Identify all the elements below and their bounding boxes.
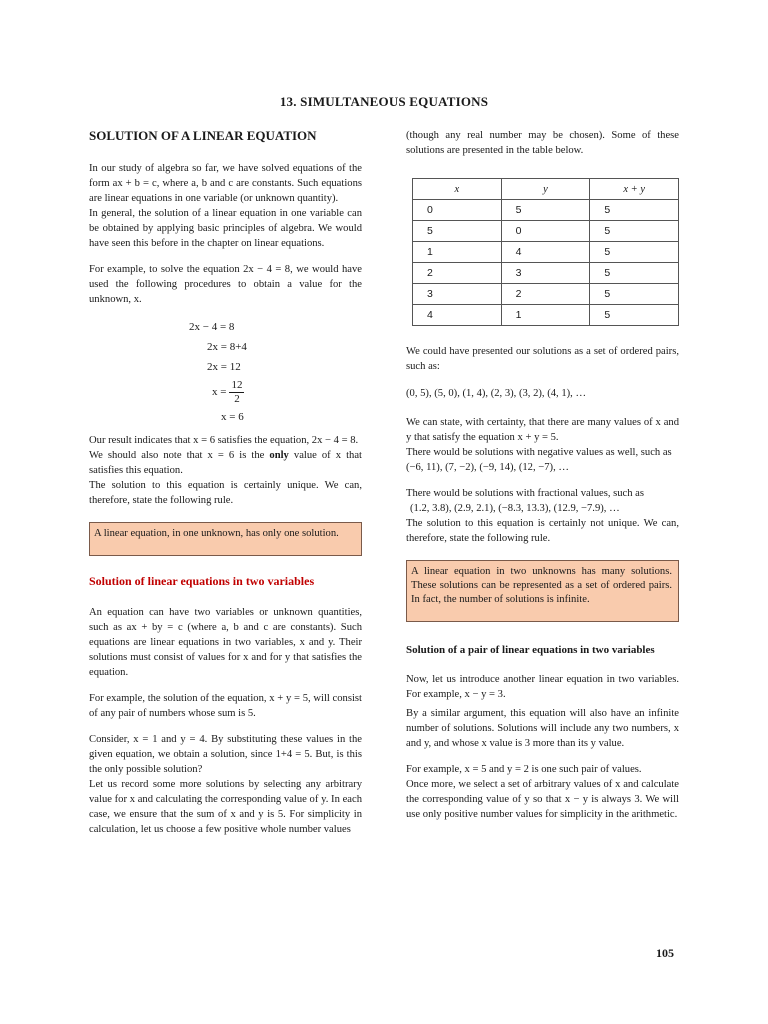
sub-heading: Solution of a pair of linear equations in two variables (406, 644, 655, 656)
fraction-numerator: 12 (231, 378, 243, 391)
equation-step: 2x = 8+4 (207, 341, 247, 353)
paragraph: (though any real number may be chosen). Some of these solutions are presented in the table below. (406, 130, 679, 156)
paragraph: An equation can have two variables or unknown quantities, such as ax + by = c (where a, b and c are constants). Such equations are linear equations in two variables, x and y. Their solutions must consist of values for x and for y that satisfies the equation. (89, 607, 362, 678)
ordered-pairs: (1.2, 3.8), (2.9, 2.1), (−8.3, 13.3), (12.9, −7.9), … (410, 503, 620, 514)
solutions-table (412, 178, 679, 326)
fraction (229, 379, 244, 406)
paragraph: In our study of algebra so far, we have solved equations of the form ax + b = c, where a, b and c are constants. Such equations are linear equations in one variable (or unknown quantity). (89, 163, 362, 204)
table-cell: 5 (590, 221, 679, 242)
fraction-denominator: 2 (234, 392, 240, 405)
paragraph: For example, the solution of the equation, x + y = 5, will consist of any pair of numbers whose sum is 5. (89, 693, 362, 719)
fraction-lhs: x = (212, 385, 227, 398)
table-header-cell: x + y (590, 179, 679, 200)
table-cell: 1 (501, 305, 590, 326)
rule-box: A linear equation in two unknowns has many solutions. These solutions can be represented as a set of ordered pairs. In fact, the number of solutions is infinite. (406, 560, 679, 622)
table-cell: 1 (413, 242, 502, 263)
table-cell: 2 (413, 263, 502, 284)
left-column (89, 128, 362, 837)
paragraph: By a similar argument, this equation will also have an infinite number of solutions. Solutions will include any two numbers, x and y, and whose x value is 3 more than its y value. (406, 708, 679, 749)
table-cell: 5 (590, 305, 679, 326)
table-row (413, 305, 679, 326)
page-number: 105 (656, 946, 674, 960)
paragraph: For example, to solve the equation 2x − 4 = 8, we would have used the following procedures to obtain a value for the unknown, x. (89, 264, 362, 305)
paragraph: Consider, x = 1 and y = 4. By substituting these values in the given equation, we obtain a solution, since 1+4 = 5. But, is this the only possible solution? (89, 734, 362, 775)
table-header-cell: x (413, 179, 502, 200)
table-cell: 2 (501, 284, 590, 305)
table-cell: 0 (501, 221, 590, 242)
section-heading: SOLUTION OF A LINEAR EQUATION (89, 128, 317, 143)
equation-step: 2x = 12 (207, 361, 241, 373)
table-header-cell: y (501, 179, 590, 200)
paragraph: Once more, we select a set of arbitrary values of x and calculate the corresponding value of y so that x − y is always 3. We will use only positive number values for simplicity in the arithmetic. (406, 779, 679, 820)
paragraph: The solution to this equation is certainly not unique. We can, therefore, state the following rule. (406, 518, 679, 544)
table-row (413, 221, 679, 242)
paragraph: We should also note that x = 6 is the only value of x that satisfies this equation. (89, 450, 363, 476)
red-heading: Solution of linear equations in two variables (89, 574, 315, 588)
paragraph: We can state, with certainty, that there are many values of x and y that satisfy the equation x + y = 5. (406, 417, 679, 443)
paragraph: Now, let us introduce another linear equation in two variables. For example, x − y = 3. (406, 674, 679, 700)
table-row (413, 263, 679, 284)
table-cell: 5 (413, 221, 502, 242)
table-row (413, 242, 679, 263)
paragraph: We could have presented our solutions as a set of ordered pairs, such as: (406, 346, 679, 372)
table-cell: 0 (413, 200, 502, 221)
paragraph: The solution to this equation is certainly unique. We can, therefore, state the following rule. (89, 480, 362, 506)
rule-box: A linear equation, in one unknown, has only one solution. (89, 522, 362, 556)
equation-step-fraction (89, 377, 362, 407)
paragraph: There would be solutions with negative values as well, such as (406, 447, 672, 458)
right-column (406, 128, 679, 822)
table-header-row (413, 179, 679, 200)
table-cell: 4 (413, 305, 502, 326)
table-cell: 5 (590, 284, 679, 305)
table-row (413, 284, 679, 305)
table-cell: 5 (590, 263, 679, 284)
paragraph: For example, x = 5 and y = 2 is one such pair of values. (406, 764, 642, 775)
paragraph: There would be solutions with fractional values, such as (406, 488, 645, 499)
page-title: 13. SIMULTANEOUS EQUATIONS (279, 94, 489, 109)
equation-step: 2x − 4 = 8 (189, 321, 235, 333)
paragraph: In general, the solution of a linear equation in one variable can be obtained by applying basic principles of algebra. We would have seen this before in the chapter on linear equations. (89, 208, 362, 249)
equation-step: x = 6 (221, 411, 244, 423)
paragraph: Our result indicates that x = 6 satisfies the equation, 2x − 4 = 8. (89, 435, 359, 446)
ordered-pairs: (−6, 11), (7, −2), (−9, 14), (12, −7), … (406, 462, 569, 473)
table-cell: 5 (501, 200, 590, 221)
table-row (413, 200, 679, 221)
paragraph: Let us record some more solutions by selecting any arbitrary value for x and calculating the corresponding value of y. In each case, we ensure that the sum of x and y is 5. For simplicity in calculation, let us choose a few positive whole number values (89, 779, 362, 835)
table-cell: 5 (590, 242, 679, 263)
table-cell: 3 (501, 263, 590, 284)
equation-steps (89, 317, 362, 427)
table-cell: 5 (590, 200, 679, 221)
table-cell: 3 (413, 284, 502, 305)
table-cell: 4 (501, 242, 590, 263)
ordered-pairs: (0, 5), (5, 0), (1, 4), (2, 3), (3, 2), (4, 1), … (406, 388, 587, 399)
